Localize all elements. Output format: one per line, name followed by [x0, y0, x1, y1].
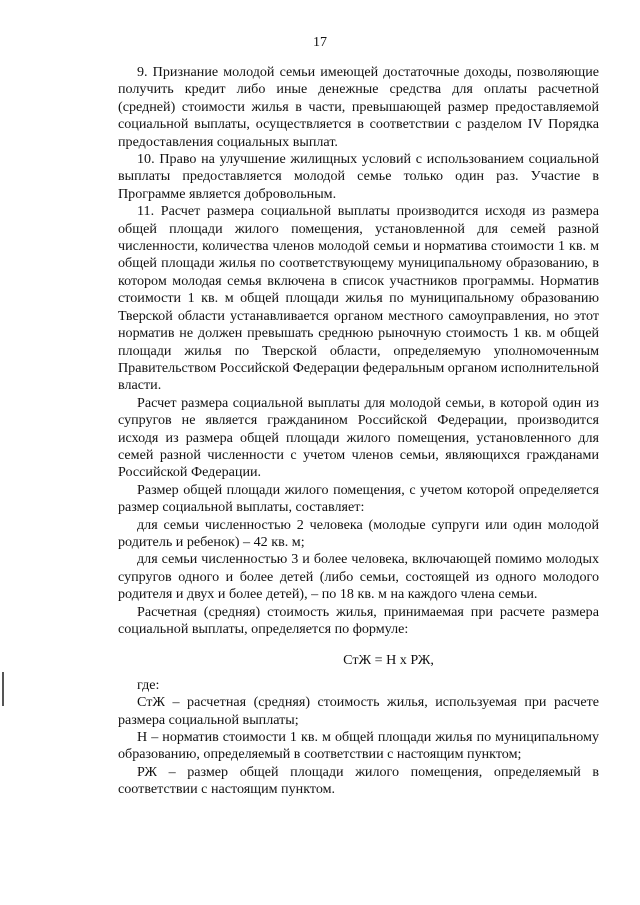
paragraph-area-intro: Размер общей площади жилого помещения, с учетом которой определяется размер социальной выплаты, составляет: — [118, 481, 599, 516]
formula: СтЖ = Н х РЖ, — [343, 652, 434, 669]
definition-n: Н – норматив стоимости 1 кв. м общей площади жилья по муниципальному образованию, определяемый в соответствии с настоящим пунктом; — [118, 729, 599, 763]
paragraph-cost-intro: Расчетная (средняя) стоимость жилья, принимаемая при расчете размера социальной выплаты, определяется по формуле: — [118, 603, 599, 637]
paragraph-10: 10. Право на улучшение жилищных условий с использованием социальной выплаты предоставляется молодой семье только один раз. Участие в Программе является добровольным. — [118, 151, 599, 202]
paragraph-area-2-persons: для семьи численностью 2 человека (молодые супруги или один молодой родитель и ребенок) – 42 кв. м; — [118, 516, 599, 550]
paragraph-11: 11. Расчет размера социальной выплаты производится исходя из размера общей площади жилого помещения, установленной для семей разной численности, количества членов молодой семьи и норматива стоимости 1 кв. м общей площади жилья по соответствующему муниципальному образованию, в котором молодая семья включена в список участников программы. Норматив стоимости 1 кв. м общей площади жилья по муниципальному образованию Тверской области устанавливается органом местного самоуправления, но этот норматив не должен превышать среднюю рыночную стоимость 1 кв. м общей площади жилья по Тверской области, определяемую уполномоченным Правительством Российской Федерации федеральным органом исполнительной власти. — [118, 203, 599, 394]
document-body — [118, 64, 599, 799]
definition-stzh: СтЖ – расчетная (средняя) стоимость жилья, используемая при расчете размера социальной выплаты; — [118, 694, 599, 728]
scan-edge-mark — [2, 672, 4, 706]
paragraph-9: 9. Признание молодой семьи имеющей достаточные доходы, позволяющие получить кредит либо иные денежные средства для оплаты расчетной (средней) стоимости жилья в части, превышающей размер предоставляемой социальной выплаты, осуществляется в соответствии с разделом IV Порядка предоставления социальных выплат. — [118, 64, 599, 150]
paragraph-non-citizen: Расчет размера социальной выплаты для молодой семьи, в которой один из супругов не является гражданином Российской Федерации, производится исходя из размера общей площади жилого помещения, установленного для семей разной численности с учетом членов семьи, являющихся гражданами Российской Федерации. — [118, 394, 599, 481]
paragraph-area-3-persons: для семьи численностью 3 и более человека, включающей помимо молодых супругов одного и более детей (либо семьи, состоящей из одного молодого родителя и двух и более детей), – по 18 кв. м на каждого члена семьи. — [118, 551, 599, 603]
where-label: где: — [137, 676, 160, 693]
definition-rzh: РЖ – размер общей площади жилого помещения, определяемый в соответствии с настоящим пунктом. — [118, 763, 599, 798]
page-number: 17 — [313, 35, 327, 50]
